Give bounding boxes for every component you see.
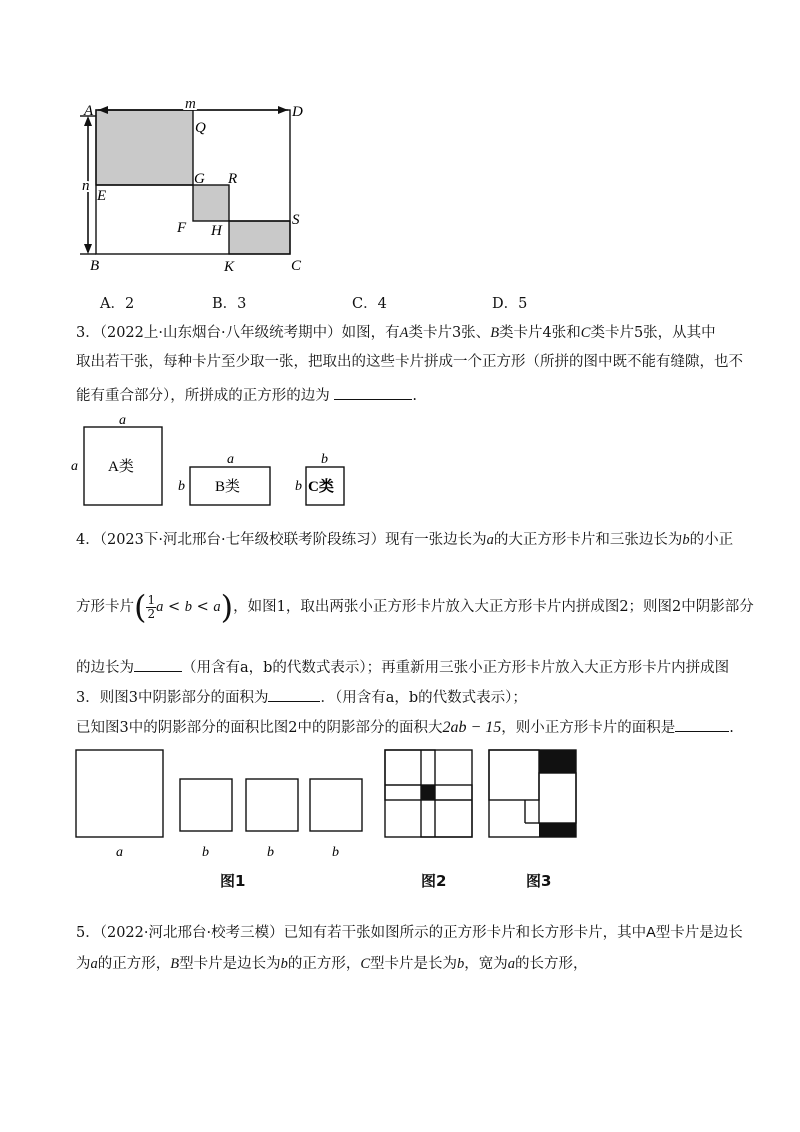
card-A-name: A类	[108, 459, 134, 475]
label-F: F	[177, 220, 187, 236]
label-b-1: b	[202, 845, 209, 860]
q4-blank-1[interactable]	[134, 656, 182, 672]
option-A[interactable]: A．2	[100, 296, 135, 312]
figure-3-shade-bottom	[539, 823, 576, 837]
label-a: a	[116, 845, 123, 860]
card-A-side-label: a	[71, 459, 78, 474]
card-C-name: C类	[308, 479, 334, 495]
q4-blank-2[interactable]	[268, 686, 320, 702]
card-C-top-label: b	[321, 452, 328, 467]
label-B: B	[90, 258, 100, 274]
card-A-top-label: a	[119, 413, 126, 428]
figure-2	[385, 750, 472, 837]
label-K: K	[224, 259, 235, 275]
label-n: n	[82, 178, 90, 194]
figure-3-shade-top	[539, 750, 576, 773]
cards-figure	[68, 410, 358, 510]
option-B[interactable]: B．3	[212, 296, 247, 312]
label-Q: Q	[195, 120, 206, 136]
label-m: m	[185, 98, 196, 112]
label-b-2: b	[267, 845, 274, 860]
label-C: C	[291, 258, 302, 274]
figure-3	[489, 750, 576, 837]
rectangle-figure	[70, 98, 320, 278]
label-G: G	[194, 171, 205, 187]
shaded-rect-HSCK	[229, 221, 290, 254]
label-D: D	[292, 104, 303, 120]
shaded-square-AQGE	[96, 110, 193, 185]
fraction-one-half: $\frac{1}{2}$	[147, 592, 156, 621]
q5-line2: 为a的正方形，B型卡片是边长为b的正方形，C型卡片是长为b，宽为a的长方形，	[76, 956, 588, 972]
q4-line1: 4．（2023下·河北邢台·七年级校联考阶段练习）现有一张边长为a的大正方形卡片和三张边长为b的小正	[76, 532, 734, 548]
label-S: S	[292, 212, 300, 228]
card-B-name: B类	[215, 479, 241, 495]
card-B-top-label: a	[227, 452, 234, 467]
q3-line1: 3．（2022上·山东烟台·八年级统考期中）如图，有A类卡片3张、B类卡片4张和C类卡片5张，从其中	[76, 325, 716, 341]
q4-blank-3[interactable]	[675, 716, 729, 732]
caption-fig1: 图1	[220, 872, 246, 890]
label-R: R	[228, 171, 238, 187]
small-square-b-1	[180, 779, 232, 831]
figure-2-shade	[421, 785, 435, 800]
label-b-3: b	[332, 845, 339, 860]
option-D[interactable]: D．5	[492, 296, 528, 312]
caption-fig2: 图2	[421, 872, 447, 890]
q5-line1: 5．（2022·河北邢台·校考三模）已知有若干张如图所示的正方形卡片和长方形卡片，其中A型卡片是边长	[76, 925, 743, 941]
q3-answer-blank[interactable]	[334, 384, 412, 400]
small-square-b-3	[310, 779, 362, 831]
card-C-side-label: b	[295, 479, 302, 494]
card-B-side-label: b	[178, 479, 185, 494]
option-C[interactable]: C．4	[352, 296, 387, 312]
squares-figure	[70, 745, 590, 895]
q4-line3: 的边长为 （用含有a，b的代数式表示）；再重新用三张小正方形卡片放入大正方形卡片内拼成图	[76, 656, 729, 678]
small-square-b-2	[246, 779, 298, 831]
label-E: E	[97, 188, 107, 204]
label-H: H	[211, 223, 222, 239]
caption-fig3: 图3	[526, 872, 552, 890]
q4-line4: 3．则图3中阴影部分的面积为 ．（用含有a，b的代数式表示）；	[76, 686, 527, 708]
label-A: A	[84, 103, 94, 119]
q4-line2: 方形卡片( $\frac{1}{2}$ a < b < a)，如图1，取出两张小正方形卡片放入大正方形卡片内拼成图2；则图2中阴影部分	[76, 588, 754, 626]
q3-line2: 取出若干张，每种卡片至少取一张，把取出的这些卡片拼成一个正方形（所拼的图中既不能有缝隙，也不	[76, 354, 743, 370]
q4-line5: 已知图3中的阴影部分的面积比图2中的阴影部分的面积大2ab − 15，则小正方形卡片的面积是 .	[76, 716, 734, 738]
shaded-square-GRHF	[193, 185, 229, 221]
q3-line3: 能有重合部分），所拼成的正方形的边为 .	[76, 384, 417, 406]
big-square-a	[76, 750, 163, 837]
